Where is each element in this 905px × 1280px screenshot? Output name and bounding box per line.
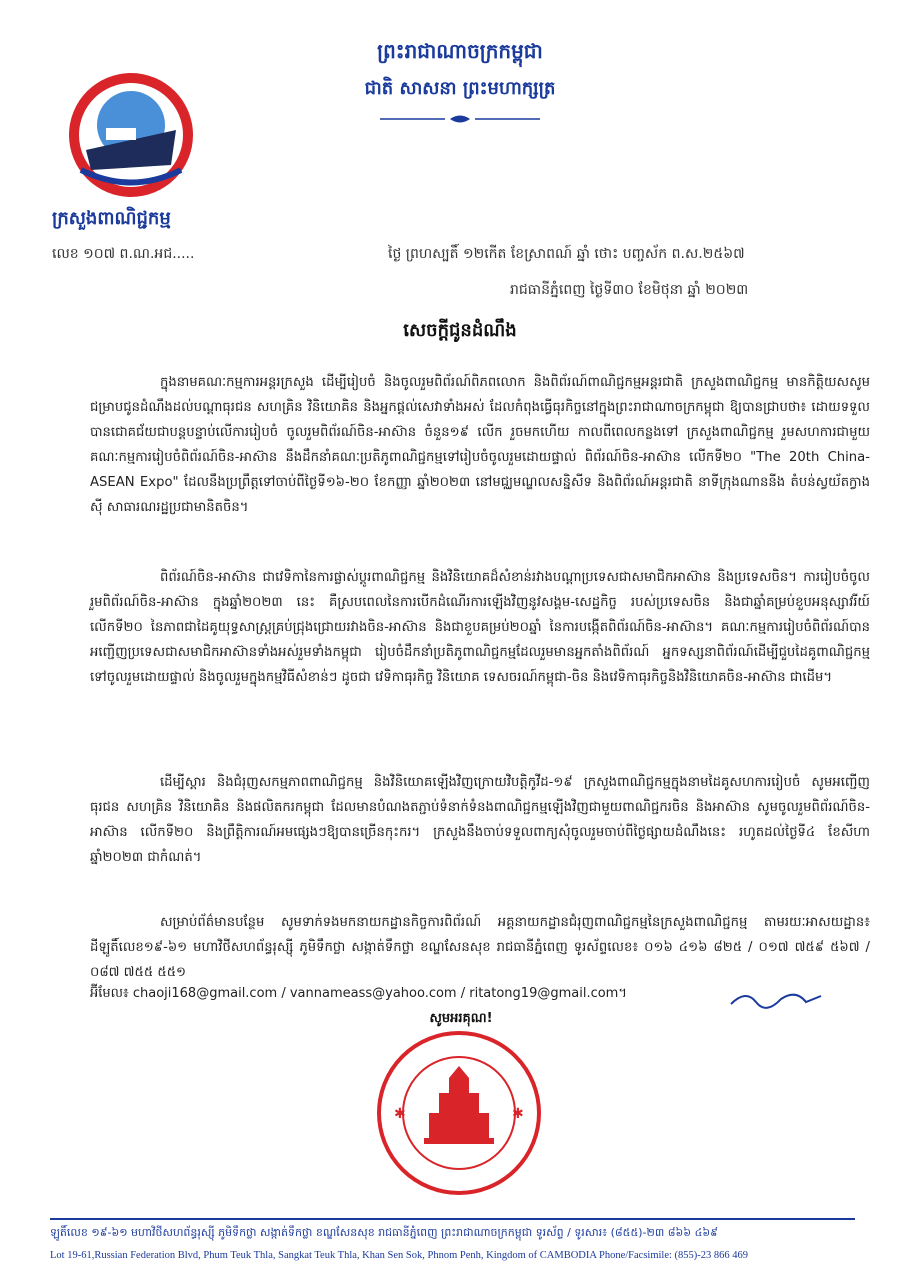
svg-text:✱: ✱ xyxy=(394,1106,406,1122)
svg-text:✱: ✱ xyxy=(512,1106,524,1122)
ministry-logo-icon xyxy=(66,70,196,200)
signoff: សូមអរគុណ! xyxy=(429,1011,493,1026)
body-paragraph-1: ក្នុងនាមគណៈកម្មការអន្តរក្រសួង ដើម្បីរៀបចំ និងចូលរួមពិព័រណ៍ពិភពលោក និងពិព័រណ៍ពាណិជ្ជកម្មអន្តរជាតិ ក្រសួងពាណិជ្ជកម្ម មានកិត្តិយសសូមជម្រាបជូនដំណឹងដល់បណ្ដាធុរជន សហគ្រិន វិនិយោគិន និងអ្នកផ្ដល់សេវាទាំងអស់ ដែលកំពុងធ្វើធុរកិច្ចនៅក្នុងព្រះរាជាណាចក្រកម្ពុជា ឱ្យបានជ្រាបថា៖ ដោយទទួលបានជោគជ័យជាបន្តបន្ទាប់លើការរៀបចំ ចូលរួមពិព័រណ៍ចិន-អាស៊ាន ចំនួន១៩ លើក រួចមកហើយ កាលពីពេលកន្លងទៅ ក្រសួងពាណិជ្ជកម្ម រួមសហការជាមួយគណៈកម្មការរៀបចំពិព័រណ៍ចិន-អាស៊ាន នឹងដឹកនាំគណៈប្រតិភូពាណិជ្ជកម្មទៅរៀបចំចូលរួមដោយផ្ទាល់ ពិព័រណ៍ចិន-អាស៊ាន លើកទី២០ "The 20th China-ASEAN Expo" ដែលនឹងប្រព្រឹត្តទៅចាប់ពីថ្ងៃទី១៦-២០ ខែកញ្ញា ឆ្នាំ២០២៣ នៅមជ្ឈមណ្ឌលសន្និសីទ និងពិព័រណ៍អន្តរជាតិ នាទីក្រុងណាននីង តំបន់ស្វយ័តក្វាងស៊ី សាធារណរដ្ឋប្រជាមានិតចិន។ xyxy=(90,375,870,515)
body-paragraph-3: ដើម្បីស្ដារ និងជំរុញសកម្មភាពពាណិជ្ជកម្ម និងវិនិយោគឡើងវិញក្រោយវិបត្តិកូវីដ-១៩ ក្រសួងពាណិជ្ជកម្មក្នុងនាមដៃគូសហការរៀបចំ សូមអញ្ជើញធុរជន សហគ្រិន វិនិយោគិន និងផលិតករកម្ពុជា ដែលមានបំណងតភ្ជាប់ទំនាក់ទំនងពាណិជ្ជកម្មឡើងវិញជាមួយពាណិជ្ជករចិន និងអាស៊ាន សូមចូលរួមពិព័រណ៍ចិន-អាស៊ាន លើកទី២០ និងព្រឹត្តិការណ៍អមផ្សេងៗឱ្យបានច្រើនកុះករ។ ក្រសួងនឹងចាប់ទទួលពាក្យសុំចូលរួមចាប់ពីថ្ងៃផ្សាយដំណឹងនេះ រហូតដល់ថ្ងៃទី៤ ខែសីហា ឆ្នាំ២០២៣ ជាកំណត់។ xyxy=(90,775,870,865)
footer-address-english: Lot 19-61,Russian Federation Blvd, Phum Teuk Thla, Sangkat Teuk Thla, Khan Sen Sok, Phnom Penh, Kingdom of CAMBODIA Phone/Facsimile: (855)-23 866 469 xyxy=(50,1250,749,1261)
kingdom-heading: ព្រះរាជាណាចក្រកម្ពុជា xyxy=(377,39,543,63)
body-paragraph-4: សម្រាប់ព័ត៌មានបន្ថែម សូមទាក់ទងមកនាយកដ្ឋានកិច្ចការពិព័រណ៍ អគ្គនាយកដ្ឋានជំរុញពាណិជ្ជកម្មនៃក្រសួងពាណិជ្ជកម្ម តាមរយៈអាសយដ្ឋាន៖ ដីឡូតិ៍លេខ១៩-៦១ មហាវិថីសហព័ន្ធរុស្ស៊ី ភូមិទឹកថ្លា សង្កាត់ទឹកថ្លា ខណ្ឌសែនសុខ រាជធានីភ្នំពេញ ទូរស័ព្ទលេខ៖ ០១៦ ៤១៦ ៨២៥ / ០១៧ ៧៥៩ ៥៦៧ / ០៨៧ ៧៥៥ ៥៥១ xyxy=(90,915,870,980)
ornament-divider-icon xyxy=(380,112,540,126)
body-paragraph-2: ពិព័រណ៍ចិន-អាស៊ាន ជាវេទិកានៃការផ្លាស់ប្ដូរពាណិជ្ជកម្ម និងវិនិយោគដ៏សំខាន់រវាងបណ្ដាប្រទេសជាសមាជិកអាស៊ាន និងប្រទេសចិន។ ការរៀបចំចូលរួមពិព័រណ៍ចិន-អាស៊ាន ក្នុងឆ្នាំ២០២៣ នេះ គឺស្របពេលនៃការបើកដំណើរការឡើងវិញនូវសង្គម-សេដ្ឋកិច្ច របស់ប្រទេសចិន និងជាឆ្នាំគម្រប់ខួបអនុស្សាវរីយ៍លើកទី២០ នៃភាពជាដៃគូយុទ្ធសាស្ត្រគ្រប់ជ្រុងជ្រោយរវាងចិន-អាស៊ាន និងជាខួបគម្រប់២០ឆ្នាំ នៃការបង្កើតពិព័រណ៍ចិន-អាស៊ាន។ គណៈកម្មការរៀបចំពិព័រណ៍បានអញ្ជើញប្រទេសជាសមាជិកអាស៊ានទាំងអស់រួមទាំងកម្ពុជា រៀបចំដឹកនាំប្រតិភូពាណិជ្ជកម្មដែលរួមមានអ្នកតាំងពិព័រណ៍ អ្នកទស្សនាពិព័រណ៍ដើម្បីជួបដៃគូពាណិជ្ជកម្ម ទៅចូលរួមដោយផ្ទាល់ និងចូលរួមក្នុងកម្មវិធីសំខាន់ៗ ដូចជា វេទិកាធុរកិច្ច វិនិយោគ ទេសចរណ៍កម្ពុជា-ចិន និងវេទិកាធុរកិច្ចនិងវិនិយោគចិន-អាស៊ាន ជាដើម។ xyxy=(90,570,870,685)
signature-icon xyxy=(726,984,826,1014)
official-seal-icon xyxy=(374,1028,544,1198)
ministry-name: ក្រសួងពាណិជ្ជកម្ម xyxy=(52,208,171,229)
footer-address-khmer: ឡូតិ៍លេខ ១៩-៦១ មហាវិថីសហព័ន្ធរុស្ស៊ី ភូមិទឹកថ្លា សង្កាត់ទឹកថ្លា ខណ្ឌសែនសុខ រាជធានីភ្នំពេញ ព្រះរាជាណាចក្រកម្ពុជា ទូរស័ព្ទ / ទូរសារ៖ (៨៥៥)-២៣ ៨៦៦ ៤៦៩ xyxy=(50,1226,718,1239)
footer-divider xyxy=(50,1218,855,1220)
reference-number: លេខ ១០៧ ព.ណ.អជ..... xyxy=(52,246,195,262)
contact-emails: អ៊ីមែល៖ chaoji168@gmail.com / vannameass@yahoo.com / ritatong19@gmail.com។ xyxy=(90,986,627,1001)
lunar-date: ថ្ងៃ ព្រហស្បតិ៍ ១២កើត ខែស្រាពណ៍ ឆ្នាំ ថោះ បញ្ចស័ក ព.ស.២៥៦៧ xyxy=(388,246,745,262)
document-title: សេចក្តីជូនដំណឹង xyxy=(403,320,517,341)
national-motto: ជាតិ សាសនា ព្រះមហាក្សត្រ xyxy=(364,78,556,99)
solar-date: រាជធានីភ្នំពេញ ថ្ងៃទី៣០ ខែមិថុនា ឆ្នាំ ២០២៣ xyxy=(510,282,749,298)
